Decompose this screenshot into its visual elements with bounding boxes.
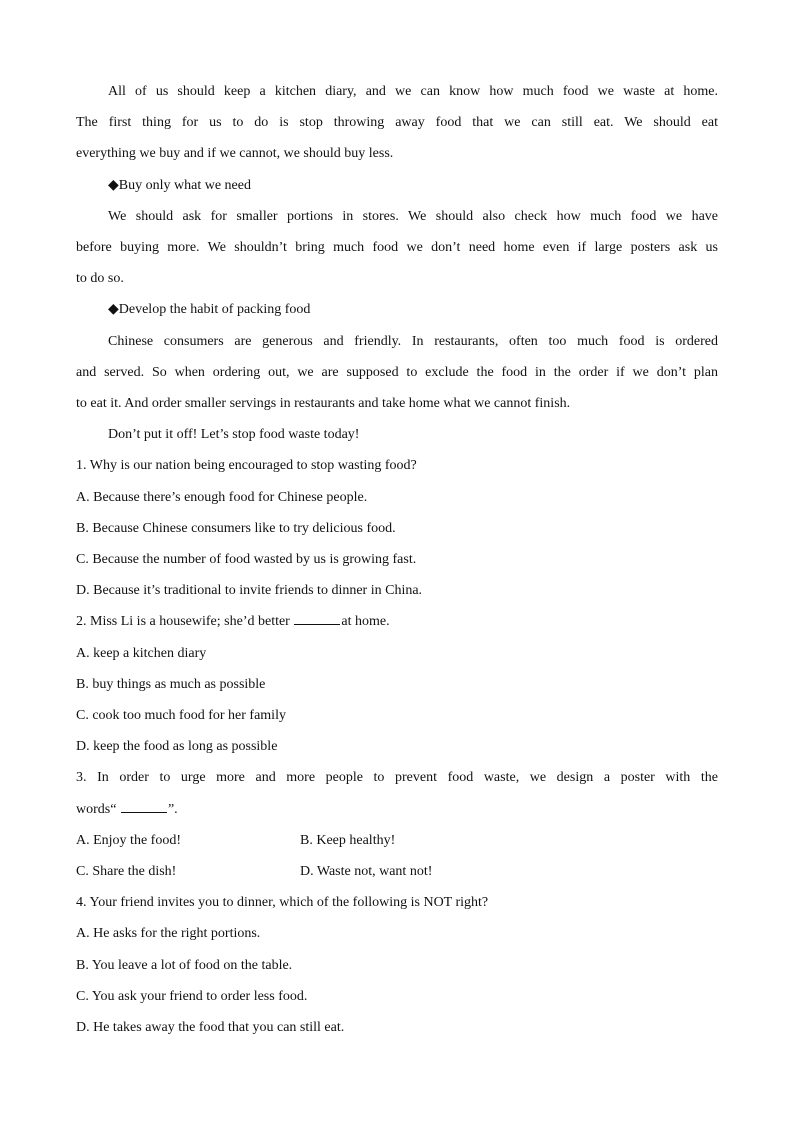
passage-p1-line-3: everything we buy and if we cannot, we should buy less. [76, 146, 394, 161]
question-2-stem-after: at home. [341, 614, 390, 629]
section-heading-buy-only: ◆Buy only what we need [108, 178, 251, 193]
question-3-option-a: A. Enjoy the food! [76, 833, 181, 848]
passage-p3-line-2: and served. So when ordering out, we are supposed to exclude the food in the order if we don’t plan [76, 365, 718, 380]
section-heading-packing-food: ◆Develop the habit of packing food [108, 302, 311, 317]
question-4-option-d: D. He takes away the food that you can still eat. [76, 1020, 345, 1035]
passage-p2-line-2: before buying more. We shouldn’t bring much food we don’t need home even if large posters ask us [76, 240, 718, 255]
question-1-option-b: B. Because Chinese consumers like to try delicious food. [76, 521, 396, 536]
question-2-stem-before: 2. Miss Li is a housewife; she’d better [76, 614, 294, 629]
question-3-option-b: B. Keep healthy! [300, 833, 396, 848]
question-3-option-c: C. Share the dish! [76, 864, 177, 879]
passage-p2-line-1: We should ask for smaller portions in stores. We should also check how much food we have [108, 209, 718, 224]
answer-blank [294, 612, 340, 625]
passage-p2-line-3: to do so. [76, 271, 124, 286]
question-3-stem-line-2 [76, 800, 718, 820]
question-2-option-c: C. cook too much food for her family [76, 708, 286, 723]
question-3-stem-before: words“ [76, 802, 120, 817]
passage-closing: Don’t put it off! Let’s stop food waste today! [108, 427, 360, 442]
passage-p3-line-3: to eat it. And order smaller servings in restaurants and take home what we cannot finish. [76, 396, 571, 411]
answer-blank [121, 800, 167, 813]
question-4-stem: 4. Your friend invites you to dinner, which of the following is NOT right? [76, 895, 489, 910]
question-3-stem-after: ”. [167, 802, 178, 817]
question-2-stem [76, 612, 718, 632]
question-2-option-a: A. keep a kitchen diary [76, 646, 207, 661]
passage-p3-line-1: Chinese consumers are generous and friendly. In restaurants, often too much food is ordered [108, 334, 718, 349]
question-1-option-d: D. Because it’s traditional to invite friends to dinner in China. [76, 583, 423, 598]
question-2-option-b: B. buy things as much as possible [76, 677, 266, 692]
passage-p1-line-1: All of us should keep a kitchen diary, and we can know how much food we waste at home. [108, 84, 718, 99]
question-3-option-d: D. Waste not, want not! [300, 864, 433, 879]
question-2-option-d: D. keep the food as long as possible [76, 739, 278, 754]
question-4-option-c: C. You ask your friend to order less food. [76, 989, 308, 1004]
question-1-option-a: A. Because there’s enough food for Chinese people. [76, 490, 368, 505]
question-1-option-c: C. Because the number of food wasted by us is growing fast. [76, 552, 417, 567]
question-3-stem-line-1: 3. In order to urge more and more people to prevent food waste, we design a poster with the [76, 770, 718, 785]
question-4-option-a: A. He asks for the right portions. [76, 926, 261, 941]
question-1-stem: 1. Why is our nation being encouraged to stop wasting food? [76, 458, 417, 473]
passage-p1-line-2: The first thing for us to do is stop throwing away food that we can still eat. We should eat [76, 115, 718, 130]
question-4-option-b: B. You leave a lot of food on the table. [76, 958, 293, 973]
